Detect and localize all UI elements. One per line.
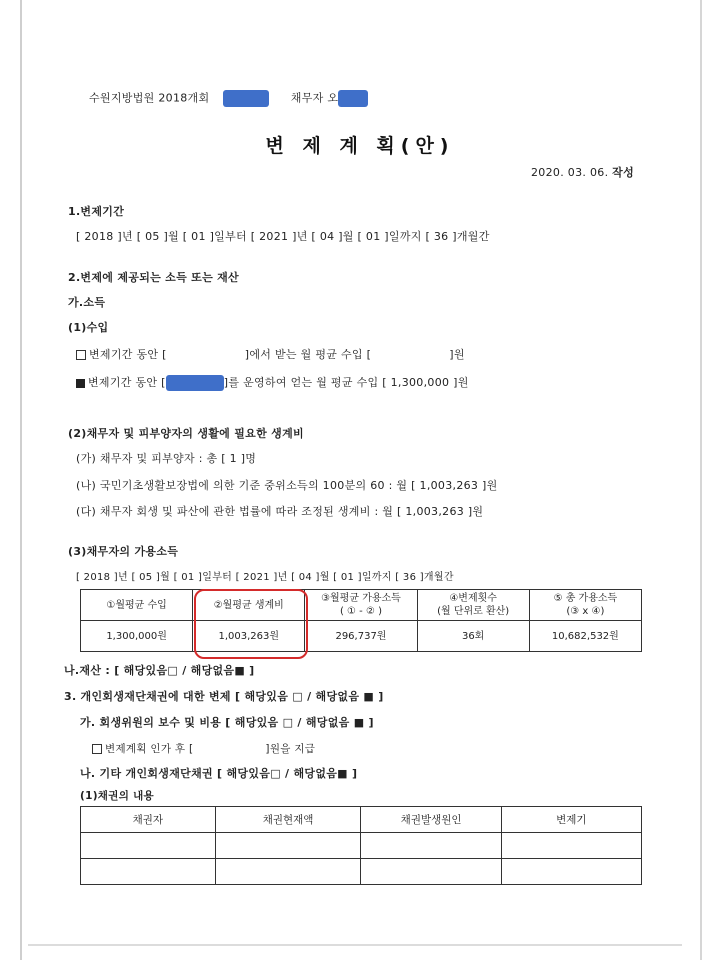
header-due-date: 변제기 [501,807,641,833]
disposable-income-heading: (3)채무자의 가용소득 [68,545,179,558]
claims-header-row [81,807,642,833]
value-monthly-income: 1,300,000원 [81,621,193,652]
claims-content-heading: (1)채권의 내용 [80,790,154,802]
trustee-detail-part-a: 변제계획 인가 후 [ [105,743,194,755]
disposable-income-table [80,589,642,652]
value-total-disposable: 10,682,532원 [529,621,641,652]
living-cost-median-income: (나) 국민기초생활보장법에 의한 기준 중위소득의 100분의 60 : 월 [ 1,003,263 ]원 [76,479,498,492]
value-repayment-count: 36회 [417,621,529,652]
table-cell [501,859,641,885]
table-cell [361,859,501,885]
court-case-text: 수원지방법원 2018개회 [89,91,210,105]
unchecked-box-icon [76,350,86,360]
scan-border-bottom [28,944,682,946]
header-monthly-disposable: ③월평균 가용소득 ( ① - ② ) [305,590,417,621]
header-monthly-income: ①월평균 수입 [81,590,193,621]
income-line1-part-c: ]원 [449,348,465,361]
property-line: 나.재산 : [ 해당있음□ / 해당없음■ ] [64,664,255,677]
income-line1-part-b: ]에서 받는 월 평균 수입 [ [244,348,372,361]
table-row [81,621,642,652]
income-line-business [76,375,469,391]
case-header [89,90,368,107]
value-monthly-living-cost: 1,003,263원 [193,621,305,652]
table-cell [501,833,641,859]
header-current-amount: 채권현재액 [215,807,361,833]
other-claims-line: 나. 기타 개인회생재단채권 [ 해당있음□ / 해당없음■ ] [80,767,358,780]
date-text: 2020. 03. 06. [531,166,609,179]
date-suffix: 작성 [612,166,635,179]
repayment-period: [ 2018 ]년 [ 05 ]월 [ 01 ]일부터 [ 2021 ]년 [ 04 ]월 [ 01 ]일까지 [ 36 ]개월간 [76,230,490,243]
table-cell [81,859,216,885]
highlight-circle [194,589,308,659]
header-repayment-count: ④변제횟수 (월 단위로 환산) [417,590,529,621]
income-subsection: 가.소득 [68,296,106,309]
table-cell [215,859,361,885]
living-cost-dependents: (가) 채무자 및 피부양자 : 총 [ 1 ]명 [76,452,257,465]
section1-heading: 1.변제기간 [68,205,125,218]
disposable-income-period: [ 2018 ]년 [ 05 ]월 [ 01 ]일부터 [ 2021 ]년 [ 04 ]월 [ 01 ]일까지 [ 36 ]개월간 [76,572,454,583]
header-total-disposable: ⑤ 총 가용소득 (③ x ④) [529,590,641,621]
table-row [81,833,642,859]
document-title: 변 제 계 획(안) [265,135,455,157]
debtor-name-redaction [338,90,368,107]
income-line2-part-b: ]를 운영하여 얻는 월 평균 수입 [ 1,300,000 ]원 [223,376,469,389]
income-line2-part-a: 변제기간 동안 [ [88,376,166,389]
trustee-fee-detail [92,742,315,756]
business-name-redaction [166,375,224,391]
income-line1-part-a: 변제기간 동안 [ [89,348,167,361]
debtor-label: 채무자 오 [290,91,339,105]
revenue-heading: (1)수입 [68,321,109,334]
trustee-fee-line: 가. 회생위원의 보수 및 비용 [ 해당있음 □ / 해당없음 ■ ] [80,716,374,729]
table-cell [81,833,216,859]
header-claim-cause: 채권발생원인 [361,807,501,833]
case-number-redaction [223,90,269,107]
header-creditor: 채권자 [81,807,216,833]
table-header-row [81,590,642,621]
section3-heading: 3. 개인회생재단채권에 대한 변제 [ 해당있음 □ / 해당없음 ■ ] [64,690,384,703]
document-date [531,166,634,180]
value-monthly-disposable: 296,737원 [305,621,417,652]
table-cell [361,833,501,859]
table-cell [215,833,361,859]
unchecked-box-icon [92,744,102,754]
table-row [81,859,642,885]
claims-table [80,806,642,885]
checked-box-icon [76,379,85,388]
section2-heading: 2.변제에 제공되는 소득 또는 재산 [68,271,239,284]
header-monthly-living-cost: ②월평균 생계비 [193,590,305,621]
income-line-salary [76,348,465,362]
trustee-detail-part-b: ]원을 지급 [265,743,316,755]
living-cost-heading: (2)채무자 및 피부양자의 생활에 필요한 생계비 [68,427,304,440]
living-cost-adjusted: (다) 채무자 회생 및 파산에 관한 법률에 따라 조정된 생계비 : 월 [ 1,003,263 ]원 [76,505,484,518]
